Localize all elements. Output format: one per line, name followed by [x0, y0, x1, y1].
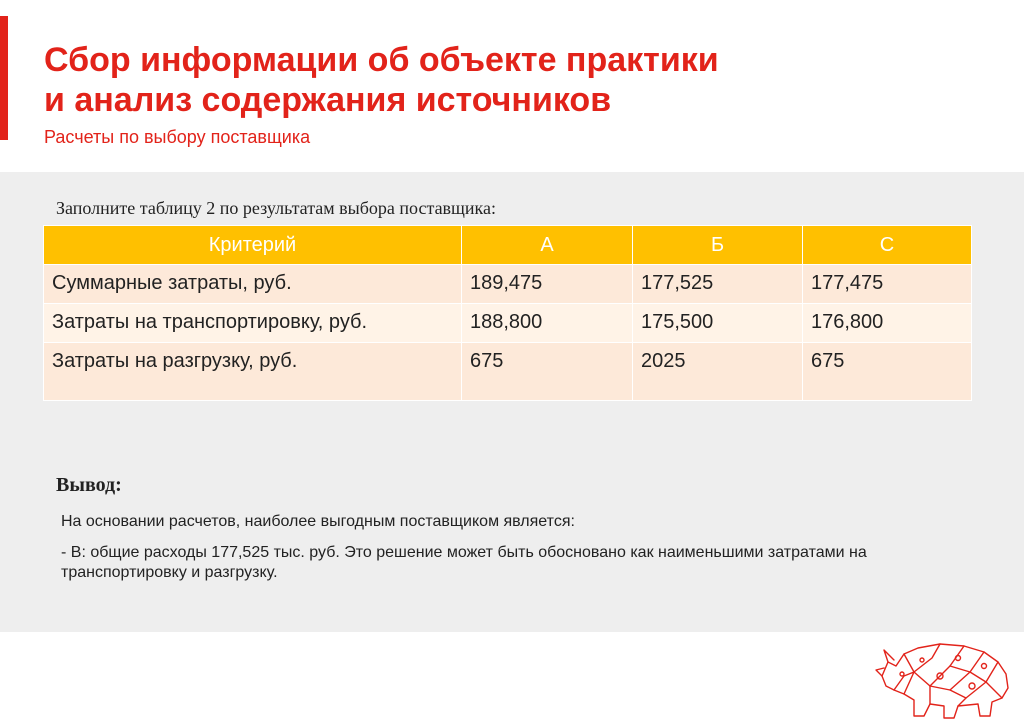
table-row — [44, 343, 972, 401]
header-a: А — [462, 226, 633, 265]
conclusion-line-1: На основании расчетов, наиболее выгодным поставщиком является: — [61, 513, 575, 530]
table-header-row — [44, 226, 972, 265]
row-label: Затраты на разгрузку, руб. — [44, 343, 462, 401]
cell-b: 2025 — [633, 343, 803, 401]
title-line-1: Сбор информации об объекте практики — [44, 41, 719, 79]
rhino-logo-icon — [874, 636, 1018, 720]
cell-c: 176,800 — [803, 304, 972, 343]
cell-b: 175,500 — [633, 304, 803, 343]
table-row — [44, 304, 972, 343]
slide-title — [44, 40, 984, 120]
supplier-table — [43, 225, 972, 401]
row-label: Затраты на транспортировку, руб. — [44, 304, 462, 343]
cell-a: 189,475 — [462, 265, 633, 304]
row-label: Суммарные затраты, руб. — [44, 265, 462, 304]
header-c: С — [803, 226, 972, 265]
table-row — [44, 265, 972, 304]
accent-bar — [0, 16, 8, 140]
cell-c: 177,475 — [803, 265, 972, 304]
slide-subtitle: Расчеты по выбору поставщика — [44, 127, 311, 147]
cell-c: 675 — [803, 343, 972, 401]
header-b: Б — [633, 226, 803, 265]
task-intro: Заполните таблицу 2 по результатам выбора поставщика: — [56, 198, 497, 218]
title-line-2: и анализ содержания источников — [44, 81, 612, 119]
conclusion-heading: Вывод: — [56, 474, 122, 496]
cell-a: 188,800 — [462, 304, 633, 343]
cell-a: 675 — [462, 343, 633, 401]
cell-b: 177,525 — [633, 265, 803, 304]
conclusion-line-2: - В: общие расходы 177,525 тыс. руб. Это решение может быть обосновано как наименьшими затратами на транспортировку и разгрузку. — [61, 544, 867, 581]
header-criterion: Критерий — [44, 226, 462, 265]
